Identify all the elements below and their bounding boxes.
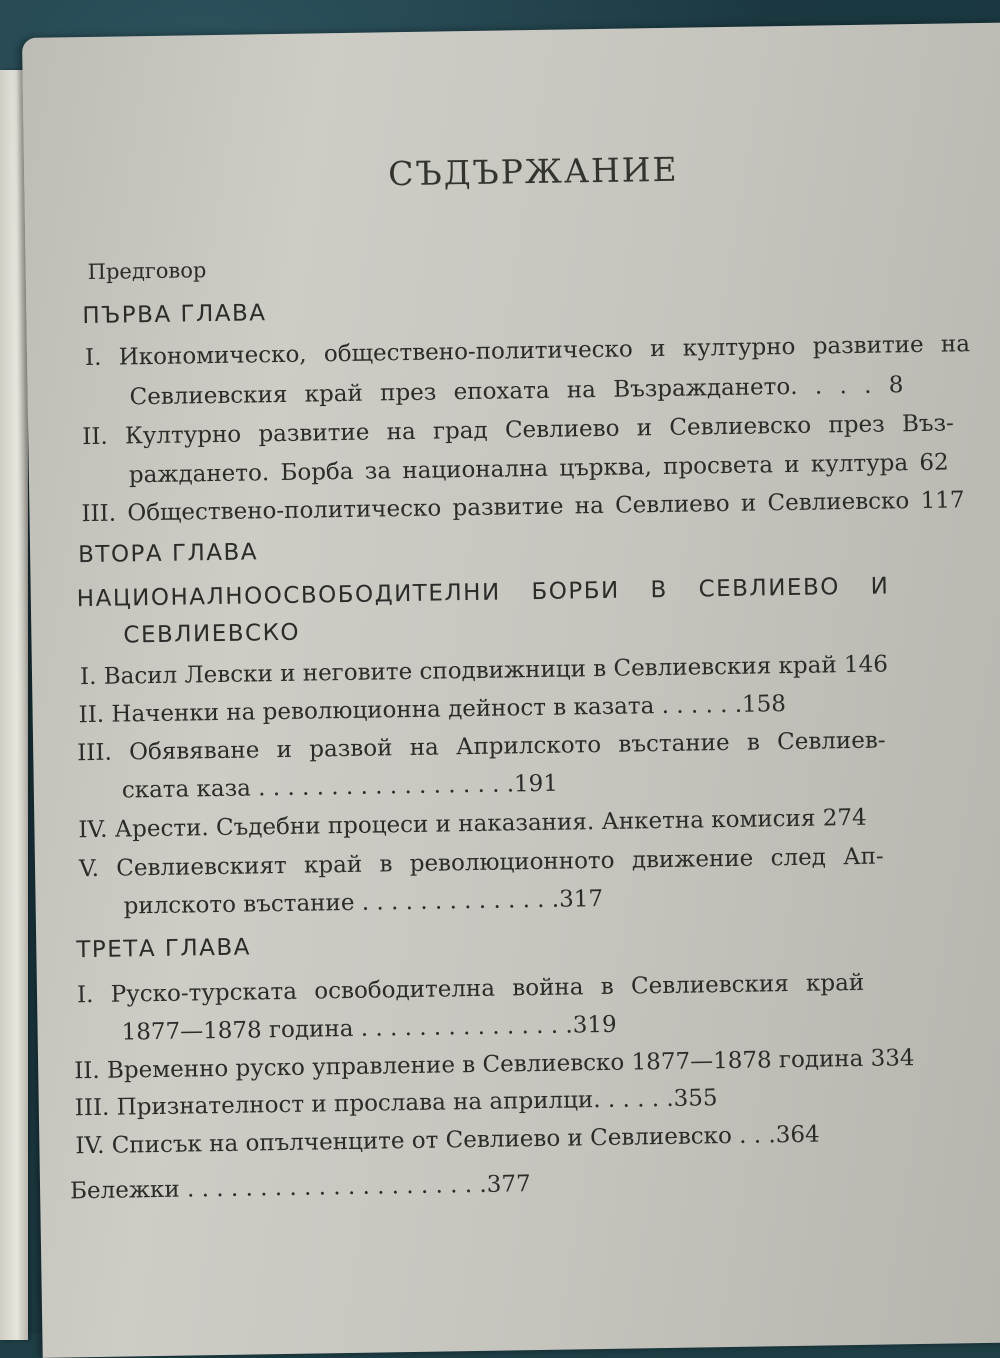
toc-item-1-1-line1: I. Икономическо, обществено-политическо и културно развитие на — [84, 331, 971, 372]
toc-item-3-2: II. Временно руско управление в Севлиевско 1877—1878 година 334 — [74, 1045, 915, 1085]
chapter-2-heading: ВТОРА ГЛАВА — [77, 539, 259, 569]
book-page — [22, 22, 1000, 1357]
book-page-edge — [0, 70, 28, 1340]
toc-item-2-3-line1: III. Обявяване и развой на Априлското въстание в Севлиев- — [77, 727, 886, 767]
chapter-2-subtitle-line2: СЕВЛИЕВСКО — [123, 619, 301, 649]
toc-item-1-3: III. Обществено-политическо развитие на Севлиево и Севлиевско 117 — [81, 487, 965, 528]
toc-item-2-2: II. Наченки на революционна дейност в казата . . . . . .158 — [78, 691, 787, 729]
toc-item-2-1: I. Васил Левски и неговите сподвижници в Севлиевския край 146 — [79, 651, 889, 691]
toc-preface: Предговор — [87, 258, 207, 284]
toc-item-3-3: III. Признателност и прослава на априлци. . . . . .355 — [74, 1085, 718, 1122]
toc-item-2-4: IV. Арести. Съдебни процеси и наказания. Анкетна комисия 274 — [78, 804, 867, 844]
chapter-3-heading: ТРЕТА ГЛАВА — [76, 934, 252, 964]
chapter-2-subtitle-line1: НАЦИОНАЛНООСВОБОДИТЕЛНИ БОРБИ В СЕВЛИЕВО И — [76, 573, 890, 613]
toc-item-3-1-line1: I. Руско-турската освободителна война в Севлиевския край — [76, 969, 865, 1009]
toc-item-3-4: IV. Списък на опълченците от Севлиево и Севлиевско . . .364 — [75, 1121, 820, 1160]
toc-item-2-3-line2: ската каза . . . . . . . . . . . . . . . . . .191 — [121, 770, 559, 804]
toc-item-1-2-line1: II. Културно развитие на град Севлиево и Севлиевско през Въз- — [82, 410, 955, 451]
toc-notes: Бележки . . . . . . . . . . . . . . . . . . . . .377 — [69, 1171, 531, 1205]
toc-item-1-2-line2: раждането. Борба за национална църква, просвета и култура 62 — [128, 449, 949, 489]
toc-item-2-5-line2: рилското въстание . . . . . . . . . . . . . .317 — [123, 885, 604, 920]
toc-item-3-1-line2: 1877—1878 година . . . . . . . . . . . . . . .319 — [121, 1011, 617, 1046]
toc-item-1-1-line2: Севлиевския край през епохата на Възраждането. . . . 8 — [129, 372, 904, 411]
toc-item-2-5-line1: V. Севлиевският край в революционното движение след Ап- — [78, 843, 884, 883]
chapter-1-heading: ПЪРВА ГЛАВА — [82, 300, 267, 330]
page-title: СЪДЪРЖАНИЕ — [387, 149, 679, 194]
